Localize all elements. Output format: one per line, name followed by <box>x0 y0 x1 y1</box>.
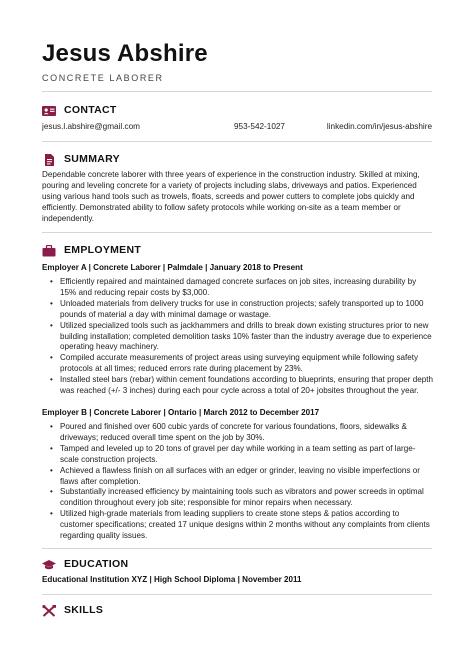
summary-text: Dependable concrete laborer with three years of experience in the construction industry. Skilled at mixing, pouring and leveling concrete for a variety of projects including slabs, driveways and patios. Experienced using various hand tools such as trowels, floats, screeds and power cutters to complete jobs quickly and efficiently. Demonstrated ability to follow safety protocols while working on-site as a team member or independently. <box>42 170 420 223</box>
list-item: • Unloaded materials from delivery trucks for use in construction projects; safely transported up to 1000 pounds of material a day with minimal damage or wastage. <box>42 299 434 321</box>
summary-divider <box>42 232 432 233</box>
list-item: • Achieved a flawless finish on all surfaces with an edger or grinder, leaving no visible imperfections or flaws after completion. <box>42 466 434 488</box>
list-item: • Utilized high-grade materials from leading suppliers to create stone steps & patios according to customer specifications; created 17 unique designs within 2 months without any complaints from clients regarding quality issues. <box>42 509 434 542</box>
list-item: • Efficiently repaired and maintained damaged concrete surfaces on job sites, increasing durability by 15% and reducing repair costs by $3,000. <box>42 277 434 299</box>
job-bullet-list <box>42 422 434 542</box>
list-item: • Poured and finished over 600 cubic yards of concrete for various foundations, floors, sidewalks & driveways; reduced overall time spent on the job by 30%. <box>42 422 434 444</box>
job-title: CONCRETE LABORER <box>42 73 164 83</box>
briefcase-icon <box>42 244 56 256</box>
employment-section-heading <box>42 242 141 258</box>
list-item: • Utilized specialized tools such as jackhammers and drills to break down existing structures prior to new building installation; completed demolition tasks 10% faster than the industry average due to experience operating heavy machinery. <box>42 321 434 354</box>
list-item: • Substantially increased efficiency by maintaining tools such as vibrators and power screeds in optimal condition throughout every job site; responsible for minor repairs when necessary. <box>42 487 434 509</box>
tools-icon <box>42 604 56 616</box>
list-item: • Installed steel bars (rebar) within cement foundations according to blueprints, ensuring that proper depth was reached (+/- 3 inches) during each pour cycle across a total of 20+ jobsites throughout the year. <box>42 375 434 397</box>
candidate-name: Jesus Abshire <box>42 40 208 67</box>
job-bullet-list <box>42 277 434 397</box>
header-divider <box>42 91 432 92</box>
education-heading: EDUCATION <box>64 558 129 570</box>
education-divider <box>42 594 432 595</box>
contact-card-icon <box>42 104 56 116</box>
employment-divider <box>42 548 432 549</box>
list-item: • Compiled accurate measurements of project areas using surveying equipment while following safety protocols at all times; reduced errors rate during placement by 23%. <box>42 353 434 375</box>
list-item: • Tamped and leveled up to 20 tons of gravel per day while working in a team setting as part of large-scale construction projects. <box>42 444 434 466</box>
document-icon <box>42 153 56 165</box>
job-header: Employer B | Concrete Laborer | Ontario | March 2012 to December 2017 <box>42 408 320 417</box>
skills-heading: SKILLS <box>64 604 104 616</box>
contact-section-heading <box>42 102 117 118</box>
employment-heading: EMPLOYMENT <box>64 244 142 256</box>
contact-divider <box>42 141 432 142</box>
linkedin-link[interactable]: linkedin.com/in/jesus-abshire <box>326 122 432 131</box>
graduation-cap-icon <box>42 558 56 570</box>
job-header: Employer A | Concrete Laborer | Palmdale | January 2018 to Present <box>42 263 303 272</box>
summary-section-heading <box>42 151 120 167</box>
summary-heading: SUMMARY <box>64 153 120 165</box>
phone-number: 953-542-1027 <box>234 122 285 131</box>
email-address[interactable]: jesus.l.abshire@gmail.com <box>42 122 140 131</box>
education-entry: Educational Institution XYZ | High School Diploma | November 2011 <box>42 575 302 584</box>
education-section-heading <box>42 556 128 572</box>
skills-section-heading <box>42 602 103 618</box>
contact-heading: CONTACT <box>64 104 117 116</box>
